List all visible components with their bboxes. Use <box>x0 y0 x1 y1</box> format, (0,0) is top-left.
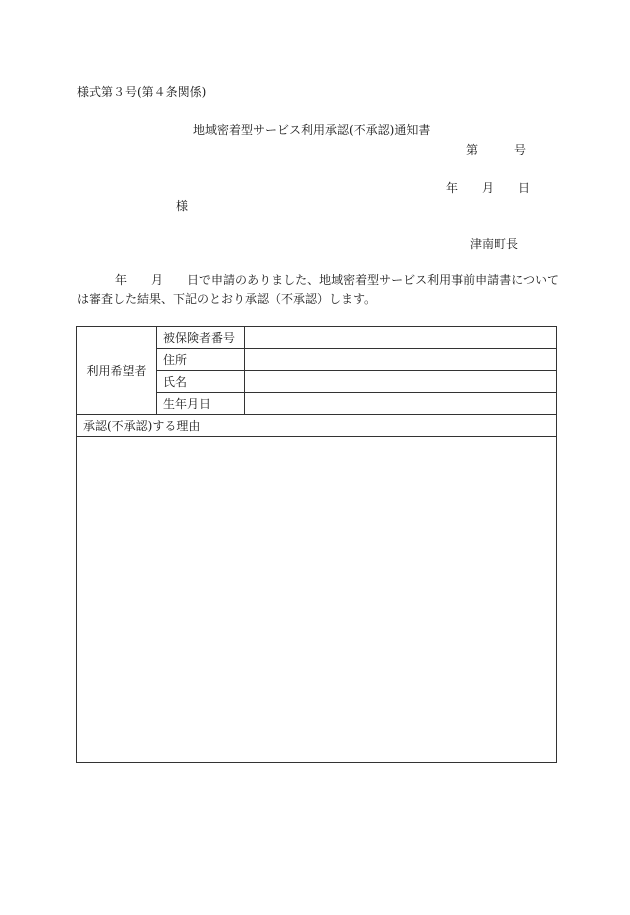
table-row <box>77 327 557 349</box>
field-birthdate[interactable] <box>245 393 557 415</box>
applicant-table <box>76 326 557 763</box>
row-label-insured-number: 被保険者番号 <box>157 327 245 349</box>
doc-number-prefix: 第 <box>466 143 479 157</box>
addressee-suffix: 様 <box>176 199 189 213</box>
field-name[interactable] <box>245 371 557 393</box>
applicant-group-label: 利用希望者 <box>77 327 157 415</box>
reason-label: 承認(不承認)する理由 <box>77 415 557 437</box>
row-label-address: 住所 <box>157 349 245 371</box>
body-month: 月 <box>151 273 164 287</box>
reason-field[interactable] <box>77 437 557 763</box>
date-year: 年 <box>446 181 459 195</box>
body-paragraph <box>77 271 559 309</box>
date-month: 月 <box>482 181 495 195</box>
table-row <box>77 437 557 763</box>
row-label-name: 氏名 <box>157 371 245 393</box>
body-year: 年 <box>115 273 128 287</box>
form-number: 様式第３号(第４条関係) <box>77 85 207 99</box>
field-address[interactable] <box>245 349 557 371</box>
field-insured-number[interactable] <box>245 327 557 349</box>
row-label-birthdate: 生年月日 <box>157 393 245 415</box>
date-day: 日 <box>518 181 531 195</box>
doc-number-suffix: 号 <box>514 143 527 157</box>
body-text: 日で申請のありました、地域密着型サービス利用事前申請書については審査した結果、下記のとおり承認（不承認）します。 <box>77 273 559 306</box>
document-title: 地域密着型サービス利用承認(不承認)通知書 <box>193 123 431 137</box>
issuer: 津南町長 <box>470 237 519 251</box>
table-row <box>77 415 557 437</box>
